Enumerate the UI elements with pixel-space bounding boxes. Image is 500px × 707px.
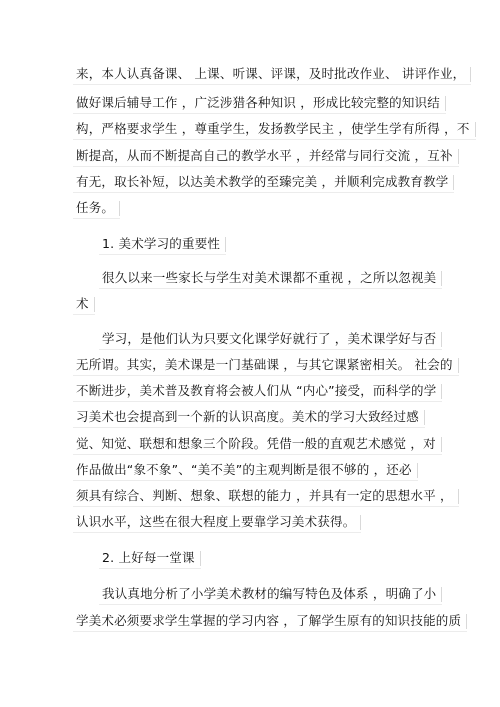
paragraph-line: 认识水平，这些在很大程度上要靠学习美术获得。 [76, 514, 356, 529]
paragraph-line: 构，严格要求学生 ，尊重学生，发扬教学民主 ，使学生学有所得 ，不 [76, 121, 470, 136]
paragraph-line: 做好课后辅导工作 ，广泛涉猎各种知识 ，形成比较完整的知识结 [76, 95, 440, 110]
paragraph-line: 无所谓。其实，美术课是一门基础课 ，与其它课紧密相关。 社会的 [76, 357, 453, 372]
paragraph-line: 须具有综合、判断、想象、联想的能力 ，并具有一定的思想水平 ， [76, 488, 453, 503]
section-heading: 1. 美术学习的重要性 [102, 236, 221, 251]
paragraph-line: 习美术也会提高到一个新的认识高度。美术的学习大致经过感 [76, 409, 419, 424]
paragraph-line: 来，本人认真备课、 上课、听课、评课，及时批改作业、 讲评作业， [76, 66, 466, 81]
section-heading: 2. 上好每一堂课 [102, 550, 195, 565]
paragraph-line: 有无，取长补短，以达美术教学的至臻完美 ，并顺利完成教育教学 [76, 174, 449, 189]
paragraph-line: 学美术必须要求学生掌握的学习内容 ，了解学生原有的知识技能的质 [76, 613, 462, 628]
paragraph-line: 任务。 [76, 200, 115, 215]
paragraph-line: 不断进步，美术普及教育将会被人们从 “内心”接受，而科学的学 [76, 383, 437, 398]
paragraph-line: 觉、知觉、联想和想象三个阶段。凭借一般的直观艺术感觉 ，对 [76, 436, 436, 451]
paragraph-line: 很久以来一些家长与学生对美术课都不重视 ，之所以忽视美 [102, 270, 437, 285]
paragraph-line: 术 [76, 296, 89, 311]
paragraph-line: 我认真地分析了小学美术教材的编写特色及体系 ，明确了小 [102, 586, 437, 601]
paragraph-line: 学习，是他们认为只要文化课学好就行了 ，美术课学好与否 [102, 331, 437, 346]
paragraph-line: 作品做出“象不象”、“美不美”的主观判断是很不够的 ，还必 [76, 462, 412, 477]
paragraph-line: 断提高，从而不断提高自己的教学水平 ，并经常与同行交流 ，互补 [76, 148, 453, 163]
